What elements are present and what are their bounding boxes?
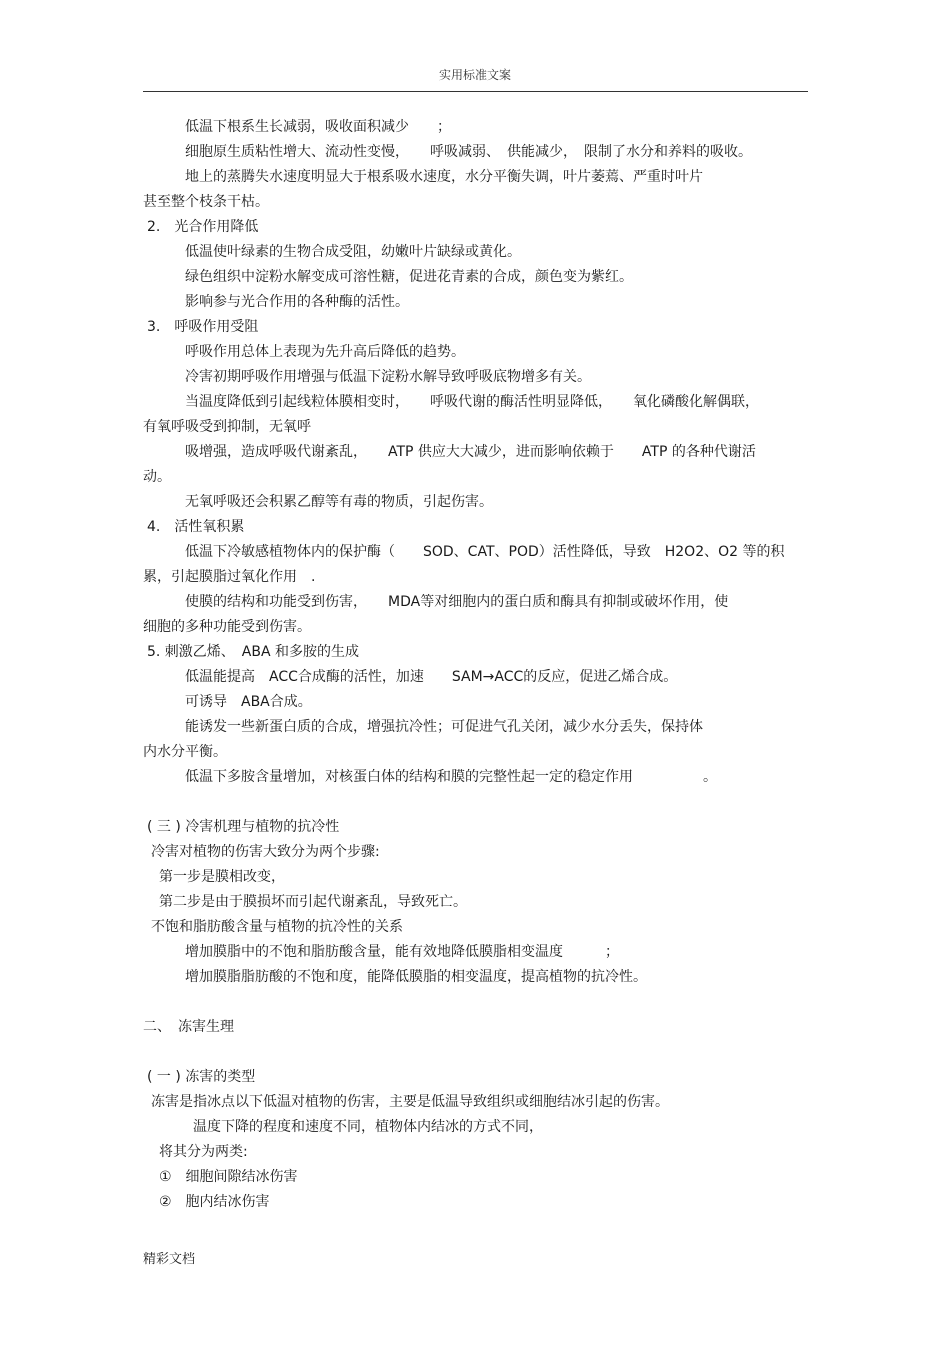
text-line: 低温下多胺含量增加，对核蛋白体的结构和膜的完整性起一定的稳定作用 。 [185, 769, 717, 785]
page-footer: 精彩文档 [143, 1252, 196, 1267]
text-line: 动。 [143, 469, 171, 485]
list-item: ① 细胞间隙结冰伤害 [159, 1169, 298, 1185]
text-line: 影响参与光合作用的各种酶的活性。 [185, 294, 409, 310]
text-line: 第一步是膜相改变， [159, 869, 285, 885]
section-heading: 5. 刺激乙烯、 ABA 和多胺的生成 [147, 644, 360, 660]
text-line: 甚至整个枝条干枯。 [143, 194, 269, 210]
text-line: 增加膜脂脂肪酸的不饱和度，能降低膜脂的相变温度，提高植物的抗冷性。 [185, 969, 647, 985]
text-line: 低温使叶绿素的生物合成受阻，幼嫩叶片缺绿或黄化。 [185, 244, 521, 260]
text-line: 累，引起膜脂过氧化作用 . [143, 569, 316, 585]
page-header: 实用标准文案 [438, 68, 511, 82]
text-line: 增加膜脂中的不饱和脂肪酸含量，能有效地降低膜脂相变温度 ； [185, 944, 619, 960]
text-line: 冻害是指冰点以下低温对植物的伤害，主要是低温导致组织或细胞结冰引起的伤害。 [151, 1094, 669, 1110]
text-line: 有氧呼吸受到抑制，无氧呼 [143, 419, 311, 435]
text-line: 呼吸作用总体上表现为先升高后降低的趋势。 [185, 344, 465, 360]
text-line: 细胞原生质粘性增大、流动性变慢， 呼吸减弱、 供能减少， 限制了水分和养料的吸收。 [185, 144, 752, 160]
text-line: 绿色组织中淀粉水解变成可溶性糖，促进花青素的合成，颜色变为紫红。 [185, 269, 633, 285]
section-heading: 3. 呼吸作用受阻 [147, 319, 259, 335]
section-heading: ( 三 ) 冷害机理与植物的抗冷性 [147, 819, 340, 835]
text-line: 冷害对植物的伤害大致分为两个步骤: [151, 844, 380, 860]
text-line: 吸增强，造成呼吸代谢紊乱， ATP 供应大大减少，进而影响依赖于 ATP 的各种代谢活 [185, 444, 756, 460]
text-line: 温度下降的程度和速度不同，植物体内结冰的方式不同， [193, 1119, 543, 1135]
section-heading: 2. 光合作用降低 [147, 219, 259, 235]
text-line: 低温下根系生长减弱，吸收面积减少 ； [185, 119, 451, 135]
text-line: 当温度降低到引起线粒体膜相变时， 呼吸代谢的酶活性明显降低， 氧化磷酸化解偶联， [185, 394, 759, 410]
text-line: 低温能提高 ACC合成酶的活性，加速 SAM→ACC的反应，促进乙烯合成。 [185, 669, 678, 685]
text-line: 能诱发一些新蛋白质的合成，增强抗冷性；可促进气孔关闭，减少水分丢失，保持体 [185, 719, 703, 735]
section-heading: 4. 活性氧积累 [147, 519, 245, 535]
text-line: 无氧呼吸还会积累乙醇等有毒的物质，引起伤害。 [185, 494, 493, 510]
text-line: 第二步是由于膜损坏而引起代谢紊乱，导致死亡。 [159, 894, 467, 910]
text-line: 可诱导 ABA合成。 [185, 694, 312, 710]
text-line: 使膜的结构和功能受到伤害， MDA等对细胞内的蛋白质和酶具有抑制或破坏作用，使 [185, 594, 729, 610]
chapter-heading: 二、 冻害生理 [143, 1019, 234, 1035]
text-line: 细胞的多种功能受到伤害。 [143, 619, 311, 635]
text-line: 冷害初期呼吸作用增强与低温下淀粉水解导致呼吸底物增多有关。 [185, 369, 591, 385]
text-line: 不饱和脂肪酸含量与植物的抗冷性的关系 [151, 919, 403, 935]
section-heading: ( 一 ) 冻害的类型 [147, 1069, 256, 1085]
text-line: 内水分平衡。 [143, 744, 227, 760]
text-line: 低温下冷敏感植物体内的保护酶（ SOD、CAT、POD）活性降低，导致 H2O2、O2 等的积 [185, 544, 785, 560]
text-line: 将其分为两类: [159, 1144, 248, 1160]
header-rule [143, 91, 808, 92]
list-item: ② 胞内结冰伤害 [159, 1194, 270, 1210]
text-line: 地上的蒸腾失水速度明显大于根系吸水速度，水分平衡失调，叶片萎蔫、严重时叶片 [185, 169, 703, 185]
